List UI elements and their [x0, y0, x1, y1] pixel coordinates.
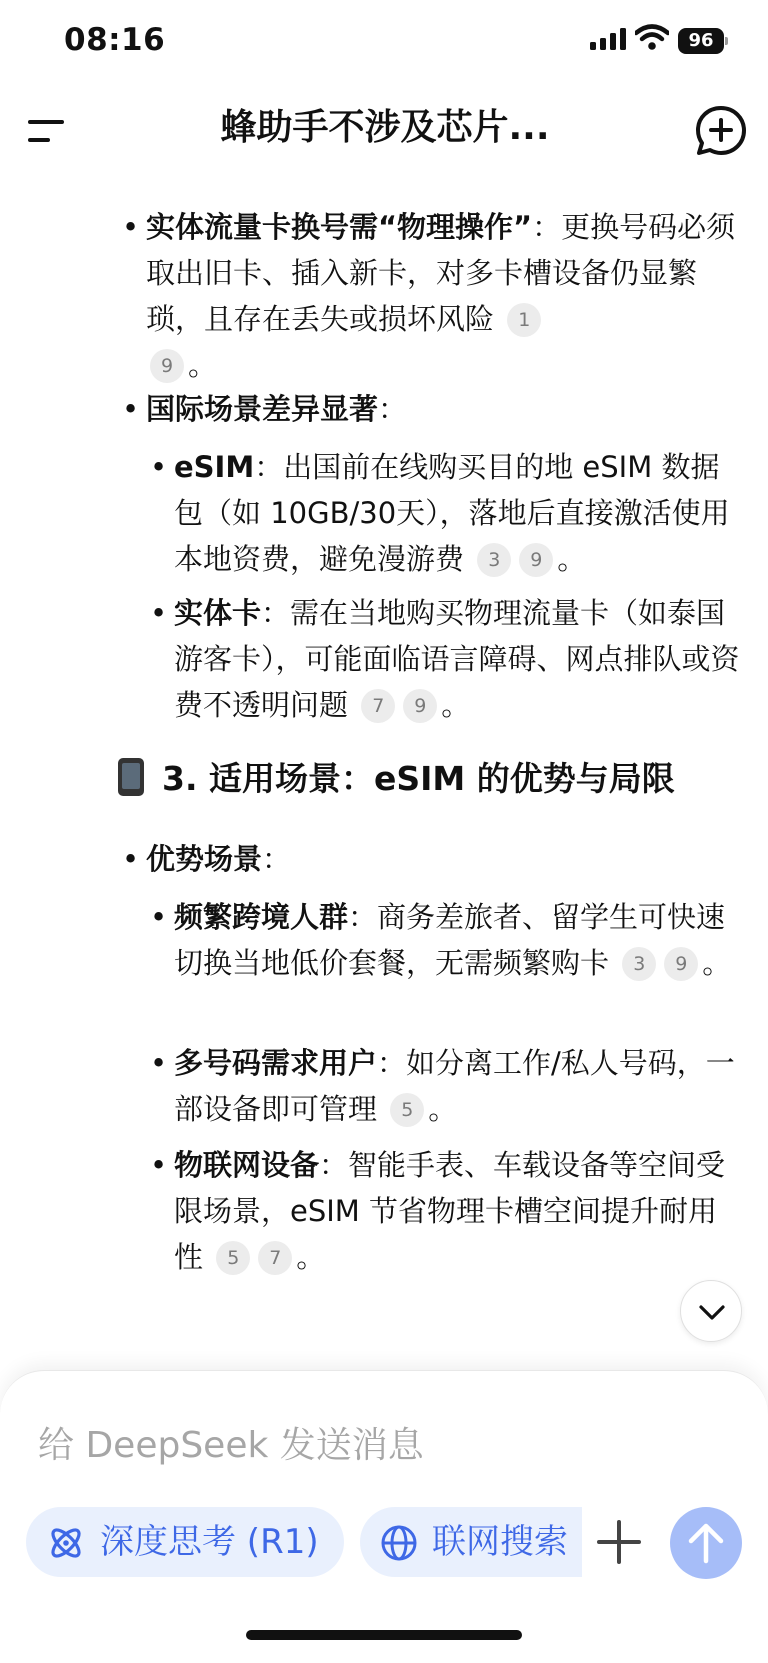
list-item: • 频繁跨境人群：商务差旅者、留学生可快速切换当地低价套餐，无需频繁购卡 3 9 。 [150, 900, 732, 980]
citation-badge[interactable]: 9 [403, 689, 437, 723]
citation-badge[interactable]: 9 [519, 543, 553, 577]
arrow-up-icon [686, 1521, 726, 1565]
new-chat-icon[interactable] [694, 104, 748, 158]
list-item: • eSIM：出国前在线购买目的地 eSIM 数据包（如 10GB/30天），落地后直接激活使用本地资费，避免漫游费 3 9 。 [150, 450, 730, 576]
citation-badge[interactable]: 7 [258, 1241, 292, 1275]
section-heading: 3. 适用场景：eSIM 的优势与局限 [118, 756, 758, 802]
item-title: 实体卡 [174, 596, 262, 630]
item-text: ：商务差旅者、留学生可快速切换当地低价套餐，无需频繁购卡 [174, 900, 726, 980]
item-text: ：出国前在线购买目的地 eSIM 数据包（如 10GB/30天），落地后直接激活使用本地资费，避免漫游费 [174, 450, 730, 576]
list-item: • 国际场景差异显著： [122, 392, 408, 426]
citation-badge[interactable]: 7 [361, 689, 395, 723]
list-item: • 物联网设备：智能手表、车载设备等空间受限场景，eSIM 节省物理卡槽空间提升耐用性 5 7 。 [150, 1148, 726, 1274]
item-title: 优势场景 [146, 842, 263, 876]
item-title: 频繁跨境人群 [174, 900, 349, 934]
chevron-down-icon [698, 1300, 726, 1324]
citation-badge[interactable]: 1 [507, 303, 541, 337]
citation-badge[interactable]: 3 [622, 947, 656, 981]
menu-icon[interactable] [24, 112, 68, 148]
list-item: • 优势场景： [122, 842, 292, 876]
citation-badge[interactable]: 9 [150, 349, 184, 383]
cellular-signal-icon [590, 28, 626, 50]
chat-header [0, 84, 768, 180]
message-input[interactable]: 给 DeepSeek 发送消息 [38, 1425, 424, 1466]
item-text: ：如分离工作/私人号码，一部设备即可管理 [174, 1046, 735, 1126]
citation-badge[interactable]: 5 [216, 1241, 250, 1275]
send-button[interactable] [670, 1507, 742, 1579]
scroll-to-bottom-button[interactable] [680, 1280, 742, 1342]
message-composer [0, 1370, 768, 1663]
message-content [0, 180, 768, 1370]
deep-think-toggle[interactable] [26, 1507, 344, 1577]
wifi-icon [635, 24, 669, 50]
item-title: eSIM [174, 450, 255, 484]
item-title: 国际场景差异显著 [146, 392, 379, 426]
web-search-toggle[interactable] [360, 1507, 582, 1577]
home-indicator [246, 1630, 522, 1640]
item-title: 多号码需求用户 [174, 1046, 378, 1080]
citation-badge[interactable]: 3 [477, 543, 511, 577]
status-time: 08:16 [64, 22, 166, 58]
list-item: • 实体流量卡换号需“物理操作”：更换号码必须取出旧卡、插入新卡，对多卡槽设备仍显繁琐，且存在丢失或损坏风险 1 9 。 [122, 210, 736, 382]
item-title: 实体流量卡换号需“物理操作” [146, 210, 533, 244]
atom-icon [46, 1524, 86, 1562]
item-title: 物联网设备 [174, 1148, 320, 1182]
list-item: • 多号码需求用户：如分离工作/私人号码，一部设备即可管理 5 。 [150, 1046, 735, 1126]
citation-badge[interactable]: 9 [664, 947, 698, 981]
attach-plus-icon[interactable] [596, 1519, 642, 1565]
item-text: ：智能手表、车载设备等空间受限场景，eSIM 节省物理卡槽空间提升耐用性 [174, 1148, 726, 1274]
item-text: ：更换号码必须取出旧卡、插入新卡，对多卡槽设备仍显繁琐，且存在丢失或损坏风险 [146, 210, 736, 336]
item-text: ：需在当地购买物理流量卡（如泰国游客卡），可能面临语言障碍、网点排队或资费不透明问题 [174, 596, 740, 722]
chat-title[interactable]: 蜂助手不涉及芯片... [220, 107, 550, 148]
battery-icon [678, 28, 728, 54]
battery-level: 96 [678, 28, 724, 54]
deep-think-label: 深度思考 (R1) [100, 1522, 319, 1562]
status-bar [0, 0, 768, 84]
web-search-label: 联网搜索 [432, 1522, 568, 1562]
mobile-phone-icon [118, 758, 144, 796]
globe-icon [380, 1524, 418, 1562]
list-item: • 实体卡：需在当地购买物理流量卡（如泰国游客卡），可能面临语言障碍、网点排队或资费不透明问题 7 9 。 [150, 596, 740, 722]
citation-badge[interactable]: 5 [390, 1093, 424, 1127]
